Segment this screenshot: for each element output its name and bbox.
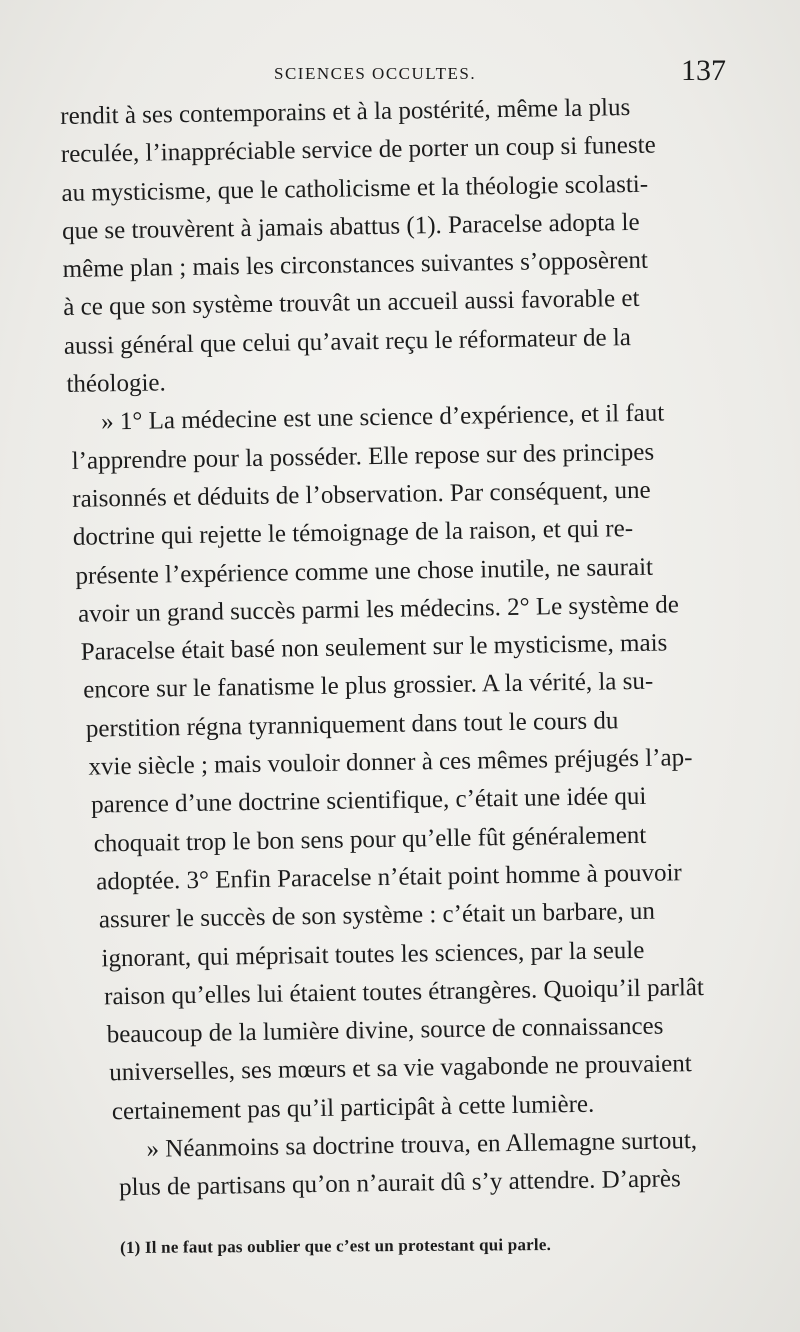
text-line: universelles, ses mœurs et sa vie vagabonde ne prouvaient bbox=[109, 1050, 692, 1087]
text-line: l’apprendre pour la posséder. Elle repose sur des principes bbox=[71, 438, 655, 475]
footnote-rule bbox=[78, 1222, 768, 1223]
text-line: à ce que son système trouvât un accueil aussi favorable et bbox=[63, 285, 640, 322]
text-line: plus de partisans qu’on n’aurait dû s’y attendre. D’après bbox=[118, 1165, 681, 1202]
text-line: raison qu’elles lui étaient toutes étrangères. Quoiqu’il parlât bbox=[103, 973, 705, 1011]
text-line: xvie siècle ; mais vouloir donner à ces mêmes préjugés l’ap- bbox=[88, 744, 693, 781]
text-line: beaucoup de la lumière divine, source de connaissances bbox=[106, 1012, 664, 1049]
text-line: ignorant, qui méprisait toutes les sciences, par la seule bbox=[101, 936, 645, 972]
text-line: perstition régna tyranniquement dans tout le cours du bbox=[85, 707, 619, 743]
text-line: reculée, l’inappréciable service de porter un coup si funeste bbox=[60, 131, 656, 169]
text-line: encore sur le fanatisme le plus grossier. A la vérité, la su- bbox=[83, 668, 654, 705]
text-line: » 1° La médecine est une science d’expérience, et il faut bbox=[100, 399, 665, 436]
page-number: 137 bbox=[681, 54, 726, 87]
text-line: raisonnés et déduits de l’observation. Par conséquent, une bbox=[72, 476, 651, 513]
body-text bbox=[58, 87, 785, 1209]
text-line: parence d’une doctrine scientifique, c’était une idée qui bbox=[90, 783, 647, 819]
text-line: doctrine qui rejette le témoignage de la raison, et qui re- bbox=[72, 515, 634, 552]
text-line: » Néanmoins sa doctrine trouva, en Allemagne surtout, bbox=[146, 1127, 698, 1163]
text-line: choquait trop le bon sens pour qu’elle fût généralement bbox=[93, 821, 647, 858]
text-line: même plan ; mais les circonstances suivantes s’opposèrent bbox=[62, 246, 649, 284]
text-line: adoptée. 3° Enfin Paracelse n’était point homme à pouvoir bbox=[96, 859, 682, 896]
text-line: aussi général que celui qu’avait reçu le réformateur de la bbox=[63, 323, 632, 360]
running-head: SCIENCES OCCULTES. bbox=[274, 64, 477, 83]
footnote: (1) Il ne faut pas oublier que c’est un protestant qui parle. bbox=[120, 1234, 552, 1257]
text-line: avoir un grand succès parmi les médecins. 2° Le système de bbox=[77, 591, 680, 628]
text-line: Paracelse était basé non seulement sur le mysticisme, mais bbox=[80, 629, 668, 666]
text-line: assurer le succès de son système : c’était un barbare, un bbox=[98, 897, 656, 934]
text-line: présente l’expérience comme une chose inutile, ne saurait bbox=[75, 553, 654, 590]
text-line: certainement pas qu’il participât à cette lumière. bbox=[111, 1090, 595, 1125]
text-line: au mysticisme, que le catholicisme et la théologie scolasti- bbox=[61, 170, 649, 207]
text-line: rendit à ses contemporains et à la postérité, même la plus bbox=[60, 94, 631, 130]
text-line: que se trouvèrent à jamais abattus (1). Paracelse adopta le bbox=[61, 208, 640, 245]
text-line: théologie. bbox=[66, 369, 166, 398]
